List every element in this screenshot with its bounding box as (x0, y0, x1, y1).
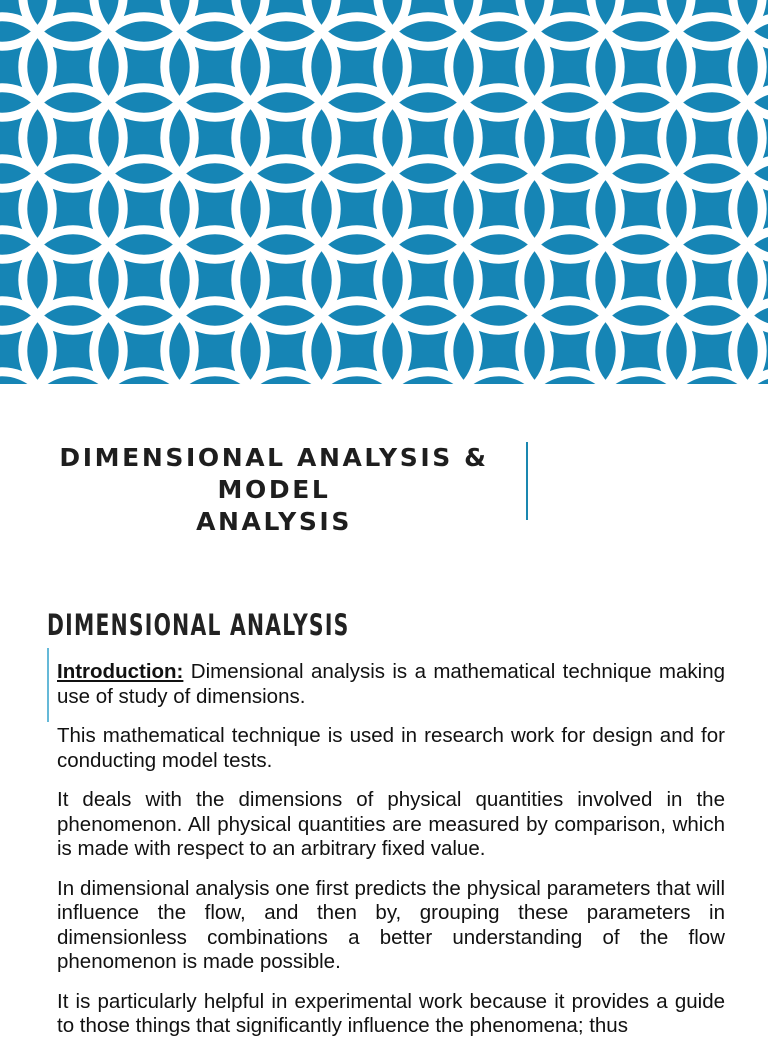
title-line-2: ANALYSIS (196, 507, 352, 536)
paragraph-3: In dimensional analysis one first predicts the physical parameters that will influence the flow, and then by, grouping these parameters in dimensionless combinations a better understanding of the flow phenomenon is made possible. (57, 876, 725, 973)
body-content (57, 660, 725, 1054)
intro-text: Dimensional analysis is a mathematical technique making use of study of dimensions. (57, 660, 725, 708)
paragraph-4: It is particularly helpful in experimental work because it provides a guide to those things that significantly influence the phenomena; thus (57, 989, 725, 1037)
paragraph-1: This mathematical technique is used in research work for design and for conducting model tests. (57, 724, 725, 772)
decorative-banner (0, 0, 768, 384)
intro-label: Introduction: (57, 660, 184, 683)
intro-paragraph (57, 660, 725, 709)
content-accent-rule (47, 648, 49, 722)
slide-title (20, 442, 528, 538)
paragraph-2: It deals with the dimensions of physical quantities involved in the phenomenon. All physical quantities are measured by comparison, which is made with respect to an arbitrary fixed value. (57, 788, 725, 860)
circle-pattern-graphic (0, 0, 768, 384)
title-line-1: DIMENSIONAL ANALYSIS & MODEL (59, 443, 489, 504)
title-accent-rule (526, 442, 528, 520)
section-heading: DIMENSIONAL ANALYSIS (47, 608, 350, 642)
